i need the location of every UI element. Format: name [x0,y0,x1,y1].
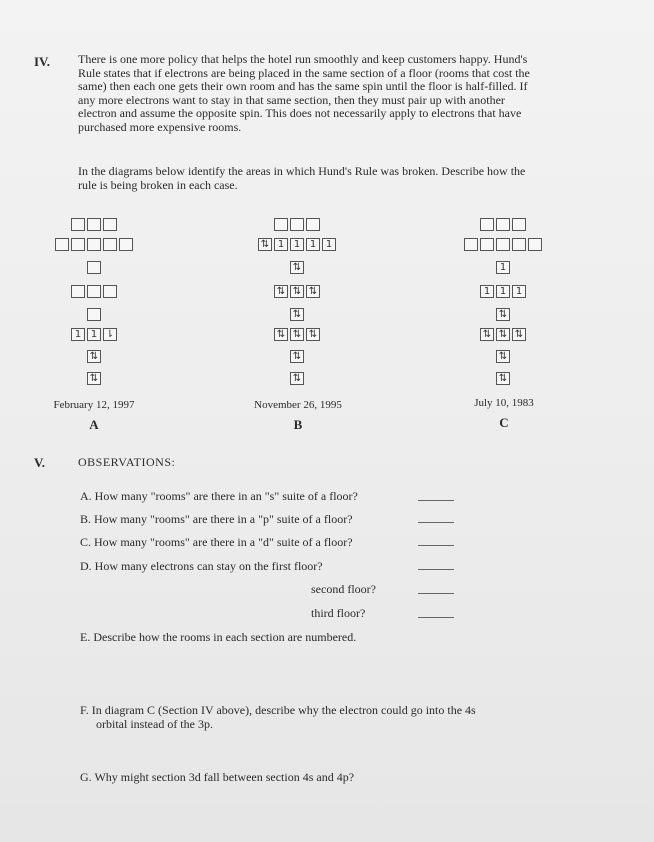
orbital-box: ⇅ [512,328,526,341]
diagram-c-letter: C [499,415,509,430]
orbital-box: ⇅ [290,350,304,363]
orbital-row [480,285,526,298]
orbital-box: ⇅ [306,285,320,298]
orbital-box [274,218,288,231]
orbital-box: ⇅ [290,372,304,385]
orbital-box: ⇅ [290,285,304,298]
orbital-row [274,218,320,231]
paragraph-line: any more electrons want to stay in that same section, then they must pair up with another [78,92,505,107]
orbital-row [274,285,320,298]
orbital-row [87,350,101,363]
orbital-box: ⇅ [87,350,101,363]
orbital-row [87,308,101,321]
question-f-line: orbital instead of the 3p. [96,717,213,731]
instruction-line: rule is being broken in each case. [78,177,238,192]
orbital-row [87,372,101,385]
orbital-box [71,238,85,251]
orbital-box [480,238,494,251]
answer-blank-d1[interactable] [418,569,454,570]
orbital-box [87,238,101,251]
question-g: G. Why might section 3d fall between section 4s and 4p? [80,770,355,784]
instruction-line: In the diagrams below identify the areas in which Hund's Rule was broken. Describe how the [78,164,526,178]
question-c: C. How many "rooms" are there in a "d" suite of a floor? [80,535,353,549]
orbital-box: 1 [512,285,526,298]
orbital-box [71,218,85,231]
orbital-box: 1 [274,238,288,251]
orbital-row [480,328,526,341]
orbital-box [87,285,101,298]
orbital-box: ⇅ [496,328,510,341]
orbital-row [87,261,101,274]
orbital-box [512,218,526,231]
orbital-box: ⇅ [258,238,272,251]
orbital-row [496,350,510,363]
orbital-box: 1 [480,285,494,298]
orbital-box: ⇂ [103,328,117,341]
orbital-row [496,261,510,274]
orbital-box: 1 [322,238,336,251]
orbital-row [71,285,117,298]
orbital-box: ⇅ [290,328,304,341]
answer-blank-b[interactable] [418,522,454,523]
diagram-c-date: July 10, 1983 [474,397,534,409]
question-d: D. How many electrons can stay on the first floor? [80,559,323,573]
orbital-box: ⇅ [290,261,304,274]
orbital-box [496,218,510,231]
orbital-box [119,238,133,251]
orbital-row [464,238,542,251]
orbital-row [71,218,117,231]
orbital-box: 1 [306,238,320,251]
diagram-a-letter: A [89,417,99,432]
orbital-box: ⇅ [496,372,510,385]
orbital-box [528,238,542,251]
orbital-box: 1 [290,238,304,251]
question-f-line: F. In diagram C (Section IV above), describe why the electron could go into the 4s [80,703,476,717]
section-iv-paragraph [78,53,530,135]
orbital-box [103,238,117,251]
section-v-number: V. [34,455,45,470]
paragraph-line: There is one more policy that helps the hotel run smoothly and keep customers happy. Hund's [78,52,528,66]
question-d-second-floor: second floor? [311,582,376,596]
orbital-box [290,218,304,231]
orbital-box: ⇅ [87,372,101,385]
orbital-box: ⇅ [496,350,510,363]
orbital-box [71,285,85,298]
orbital-box: ⇅ [480,328,494,341]
orbital-box [480,218,494,231]
orbital-row [258,238,336,251]
orbital-box [306,218,320,231]
orbital-box [87,308,101,321]
answer-blank-a[interactable] [418,500,454,501]
orbital-box [464,238,478,251]
diagram-a-date: February 12, 1997 [53,399,135,411]
orbital-row [274,328,320,341]
orbital-row [496,372,510,385]
orbital-row [71,328,117,341]
orbital-row [480,218,526,231]
orbital-row [290,308,304,321]
question-f [80,703,476,731]
question-a: A. How many "rooms" are there in an "s" suite of a floor? [80,489,358,503]
answer-blank-d2[interactable] [418,593,454,594]
orbital-box: 1 [496,285,510,298]
orbital-box [87,218,101,231]
answer-blank-c[interactable] [418,545,454,546]
orbital-row [55,238,133,251]
orbital-box: ⇅ [274,285,288,298]
orbital-row [290,261,304,274]
orbital-box [55,238,69,251]
orbital-row [496,308,510,321]
section-iv-number: IV. [34,54,51,69]
question-d-third-floor: third floor? [311,606,366,620]
paragraph-line: same) then each one gets their own room and has the same spin until the floor is half-filled. If [78,79,528,94]
observations-title: OBSERVATIONS: [78,455,176,469]
orbital-box: ⇅ [290,308,304,321]
orbital-box: ⇅ [274,328,288,341]
section-iv-instructions [78,165,525,192]
diagram-b-date: November 26, 1995 [254,399,342,411]
orbital-box [87,261,101,274]
question-b: B. How many "rooms" are there in a "p" suite of a floor? [80,512,353,526]
orbital-row [290,350,304,363]
orbital-box [103,218,117,231]
orbital-box: 1 [87,328,101,341]
orbital-box [512,238,526,251]
orbital-box [103,285,117,298]
answer-blank-d3[interactable] [418,617,454,618]
paragraph-line: purchased more expensive rooms. [78,119,242,134]
paragraph-line: electron and assume the opposite spin. This does not necessarily apply to electrons that have [78,106,522,121]
orbital-box: ⇅ [496,308,510,321]
orbital-box: 1 [496,261,510,274]
orbital-box: ⇅ [306,328,320,341]
diagram-b-letter: B [293,417,303,432]
paragraph-line: Rule states that if electrons are being placed in the same section of a floor (rooms that cost the [78,65,530,80]
orbital-row [290,372,304,385]
orbital-box: 1 [71,328,85,341]
orbital-box [496,238,510,251]
question-e: E. Describe how the rooms in each section are numbered. [80,630,357,644]
